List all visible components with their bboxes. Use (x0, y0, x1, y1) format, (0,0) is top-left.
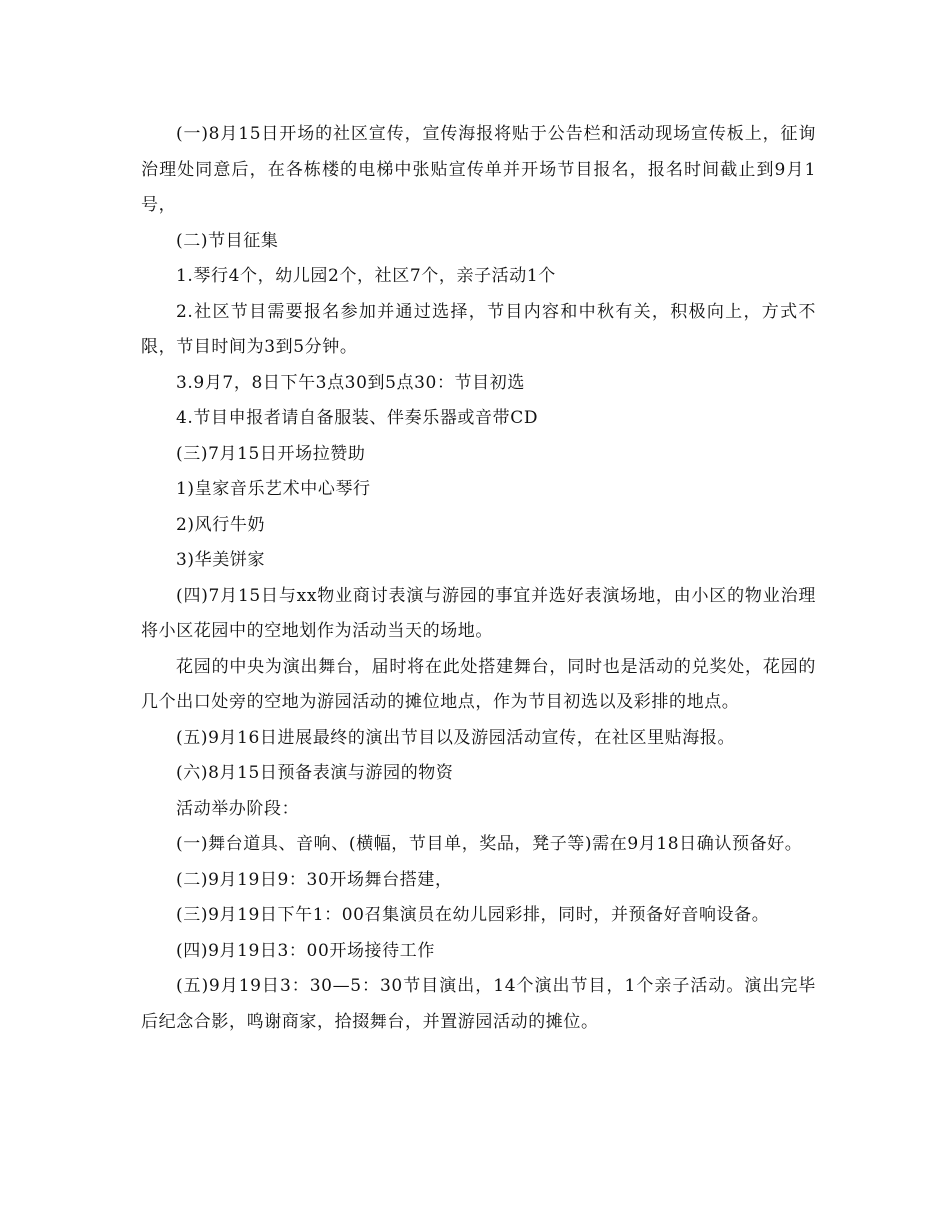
paragraph-18: (三)9月19日下午1：00召集演员在幼儿园彩排，同时，并预备好音响设备。 (176, 905, 770, 925)
paragraph-12: 花园的中央为演出舞台，届时将在此处搭建舞台，同时也是活动的兑奖处，花园的几个出口处旁的空地为游园活动的摊位地点，作为节目初选以及彩排的地点。 (141, 656, 816, 712)
paragraph-2: (二)节目征集 (176, 230, 279, 251)
paragraph-11: (四)7月15日与xx物业商讨表演与游园的事宜并选好表演场地，由小区的物业治理将小区花园中的空地划作为活动当天的场地。 (141, 585, 816, 641)
paragraph-17: (二)9月19日9：30开场舞台搭建， (176, 869, 453, 890)
paragraph-6: 4.节目申报者请自备服装、伴奏乐器或音带CD (176, 408, 539, 428)
paragraph-7: (三)7月15日开场拉赞助 (176, 443, 366, 464)
paragraph-8: 1)皇家音乐艺术中心琴行 (176, 479, 371, 499)
paragraph-16: (一)舞台道具、音响、(横幅，节目单，奖品，凳子等)需在9月18日确认预备好。 (176, 834, 803, 854)
paragraph-15: 活动举办阶段： (176, 798, 300, 819)
document-body (141, 117, 816, 1040)
paragraph-9: 2)风行牛奶 (176, 514, 266, 535)
paragraph-19: (四)9月19日3：00开场接待工作 (176, 940, 435, 961)
paragraph-13: (五)9月16日进展最终的演出节目以及游园活动宣传，在社区里贴海报。 (176, 727, 736, 748)
paragraph-3: 1.琴行4个，幼儿园2个，社区7个，亲子活动1个 (176, 266, 556, 286)
paragraph-1: (一)8月15日开场的社区宣传，宣传海报将贴于公告栏和活动现场宣传板上，征询治理处同意后，在各栋楼的电梯中张贴宣传单并开场节目报名，报名时间截止到9月1号， (141, 124, 816, 215)
paragraph-14: (六)8月15日预备表演与游园的物资 (176, 763, 454, 783)
paragraph-10: 3)华美饼家 (176, 550, 266, 570)
paragraph-5: 3.9月7，8日下午3点30到5点30：节目初选 (176, 372, 525, 393)
paragraph-4: 2.社区节目需要报名参加并通过选择，节目内容和中秋有关，积极向上，方式不限，节目时间为3到5分钟。 (141, 301, 816, 357)
paragraph-20: (五)9月19日3：30—5：30节目演出，14个演出节目，1个亲子活动。演出完毕后纪念合影，鸣谢商家，拾掇舞台，并置游园活动的摊位。 (141, 976, 816, 1032)
